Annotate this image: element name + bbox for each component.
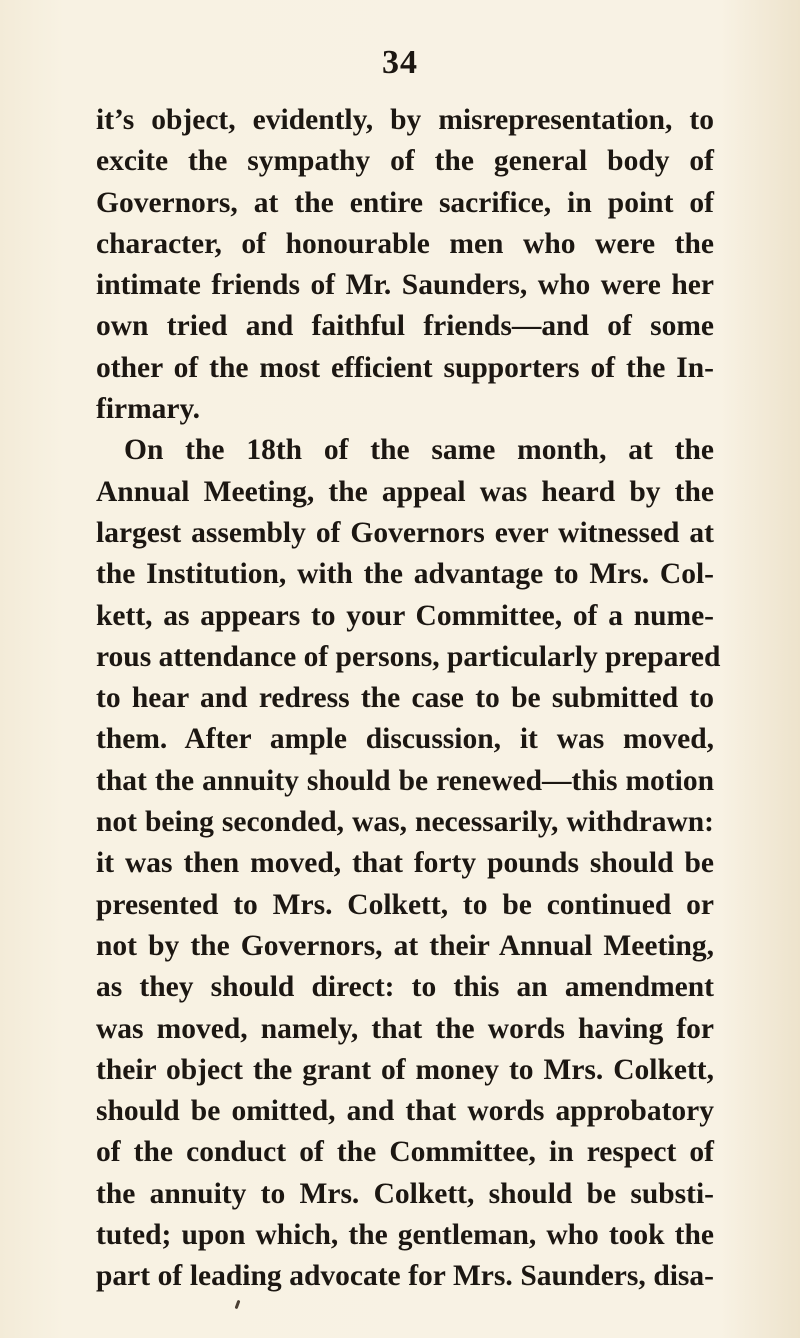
text-line: that the annuity should be renewed—this motion — [96, 764, 714, 797]
text-line: the Institution, with the advantage to Mrs. Col- — [96, 558, 714, 591]
text-line: kett, as appears to your Committee, of a nume- — [96, 599, 714, 632]
text-line: was moved, namely, that the words having for — [96, 1012, 714, 1045]
page-number: 34 — [382, 44, 418, 81]
text-line: of the conduct of the Committee, in respect of — [96, 1136, 714, 1169]
text-line: excite the sympathy of the general body of — [96, 145, 714, 178]
text-line: largest assembly of Governors ever witnessed at — [96, 516, 714, 549]
text-line: their object the grant of money to Mrs. Colkett, — [96, 1053, 714, 1086]
text-line: it was then moved, that forty pounds should be — [96, 847, 714, 880]
ink-speck — [235, 1300, 241, 1309]
text-line: should be omitted, and that words approbatory — [96, 1095, 714, 1128]
body-text — [96, 100, 721, 1298]
text-line: presented to Mrs. Colkett, to be continued or — [96, 888, 714, 921]
text-line: them. After ample discussion, it was moved, — [96, 723, 714, 756]
text-line: intimate friends of Mr. Saunders, who were her — [96, 269, 714, 302]
text-line: not being seconded, was, necessarily, withdrawn: — [96, 806, 714, 839]
text-line: other of the most efficient supporters of the In- — [96, 351, 714, 384]
text-line: part of leading advocate for Mrs. Saunders, disa- — [96, 1260, 714, 1293]
paragraph-start-line: On the 18th of the same month, at the — [124, 434, 714, 467]
text-line: character, of honourable men who were the — [96, 227, 714, 260]
text-line: rous attendance of persons, particularly prepared — [96, 640, 721, 673]
text-line: as they should direct: to this an amendment — [96, 971, 714, 1004]
text-line: own tried and faithful friends—and of some — [96, 310, 714, 343]
text-line: tuted; upon which, the gentleman, who took the — [96, 1219, 714, 1252]
text-line: Governors, at the entire sacrifice, in point of — [96, 186, 714, 219]
paragraph-end-line: firmary. — [96, 393, 201, 426]
text-line: to hear and redress the case to be submitted to — [96, 682, 714, 715]
text-line: it’s object, evidently, by misrepresentation, to — [96, 104, 714, 136]
text-line: Annual Meeting, the appeal was heard by the — [96, 475, 714, 508]
text-line: not by the Governors, at their Annual Meeting, — [96, 929, 714, 962]
text-line: the annuity to Mrs. Colkett, should be substi- — [96, 1177, 714, 1210]
